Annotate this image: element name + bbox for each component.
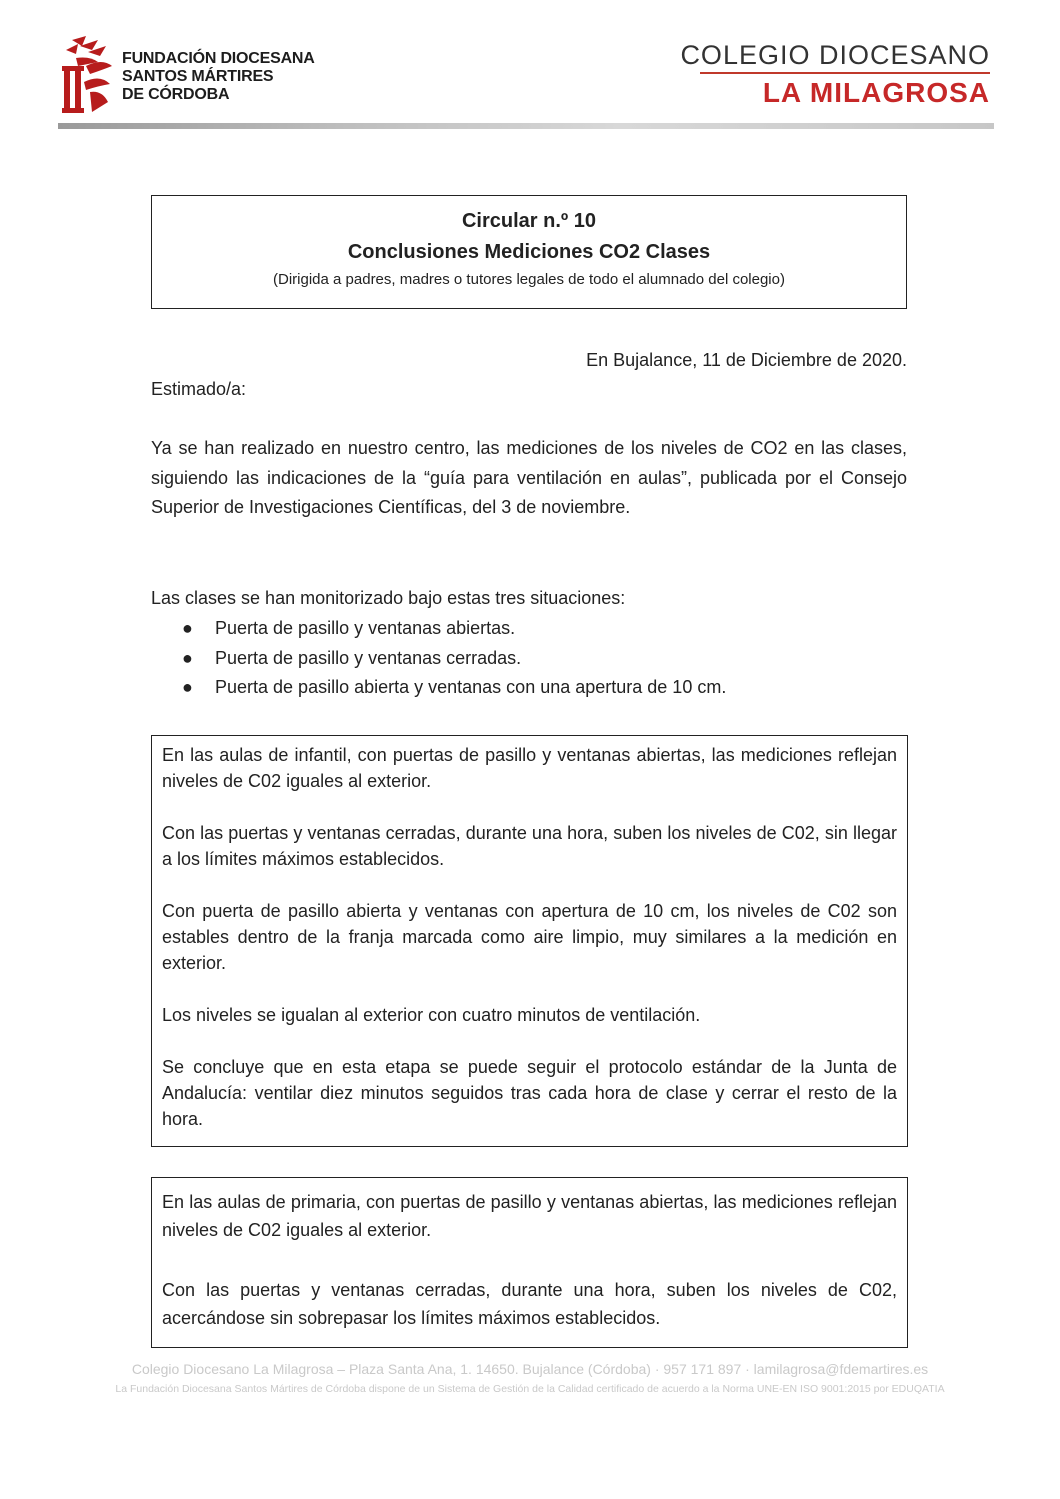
circular-recipients: (Dirigida a padres, madres o tutores legales de todo el alumnado del colegio) [273,271,785,288]
org-name-line2: SANTOS MÁRTIRES [122,68,274,85]
greeting: Estimado/a: [151,379,247,399]
circular-subject: Conclusiones Mediciones CO2 Clases [347,241,711,263]
org-name [122,50,315,104]
school-name-bottom: LA MILAGROSA [762,77,990,108]
school-name-divider [700,72,990,74]
martyrs-palm-logo-icon [62,36,114,114]
primaria-paragraph-1: En las aulas de primaria, con puertas de pasillo y ventanas abiertas, las mediciones reflejan niveles de C02 iguales al exterior. [162,1192,897,1240]
list-item [151,614,907,644]
situation-text: Puerta de pasillo y ventanas abiertas. [215,618,516,638]
school-name-top: COLEGIO DIOCESANO [680,40,990,70]
school-header [680,40,990,108]
footer-contact: Colegio Diocesano La Milagrosa – Plaza Santa Ana, 1. 14650. Bujalance (Córdoba) · 957 171 897 · lamilagrosa@fdemartires.es [131,1361,929,1377]
header-divider-bar [58,123,994,129]
infantil-paragraph-4: Los niveles se igualan al exterior con cuatro minutos de ventilación. [162,1005,701,1025]
situations-list [151,614,907,703]
infantil-conclusions-box [151,735,908,1147]
circular-title-box [151,195,907,309]
list-item [151,644,907,674]
bullet-icon: ● [182,677,193,697]
infantil-paragraph-1: En las aulas de infantil, con puertas de pasillo y ventanas abiertas, las mediciones reflejan niveles de C02 iguales al exterior. [162,745,897,791]
primaria-paragraph-2: Con las puertas y ventanas cerradas, durante una hora, suben los niveles de C02, acercándose sin sobrepasar los límites máximos establecidos. [162,1280,897,1328]
letter-date: En Bujalance, 11 de Diciembre de 2020. [586,350,907,370]
situation-text: Puerta de pasillo y ventanas cerradas. [215,647,522,668]
org-name-line3: DE CÓRDOBA [122,86,230,103]
infantil-paragraph-3: Con puerta de pasillo abierta y ventanas con apertura de 10 cm, los niveles de C02 son estables dentro de la franja marcada como aire limpio, muy similares a la medición en exterior. [162,901,897,973]
bullet-icon: ● [182,647,193,668]
primaria-conclusions-box [151,1177,908,1348]
situation-text: Puerta de pasillo abierta y ventanas con una apertura de 10 cm. [215,677,727,697]
bullet-icon: ● [182,618,193,638]
infantil-paragraph-2: Con las puertas y ventanas cerradas, durante una hora, suben los niveles de C02, sin llegar a los límites máximos establecidos. [162,823,897,869]
footer-certification: La Fundación Diocesana Santos Mártires de Córdoba dispone de un Sistema de Gestión de la Calidad certificado de acuerdo a la Norma UNE-EN ISO 9001:2015 por EDUQATIA [115,1383,945,1395]
circular-number: Circular n.º 10 [461,210,597,232]
infantil-paragraph-5: Se concluye que en esta etapa se puede seguir el protocolo estándar de la Junta de Andalucía: ventilar diez minutos seguidos tras cada hora de clase y cerrar el resto de la hora. [162,1057,897,1129]
intro-paragraph: Ya se han realizado en nuestro centro, las mediciones de los niveles de CO2 en las clases, siguiendo las indicaciones de la “guía para ventilación en aulas”, publicada por el Consejo Superior de Investigaciones Científicas, del 3 de noviembre. [151,438,907,517]
list-item [151,673,907,703]
situations-intro: Las clases se han monitorizado bajo estas tres situaciones: [151,588,626,608]
org-header [62,36,362,116]
org-name-line1: FUNDACIÓN DIOCESANA [122,50,315,67]
